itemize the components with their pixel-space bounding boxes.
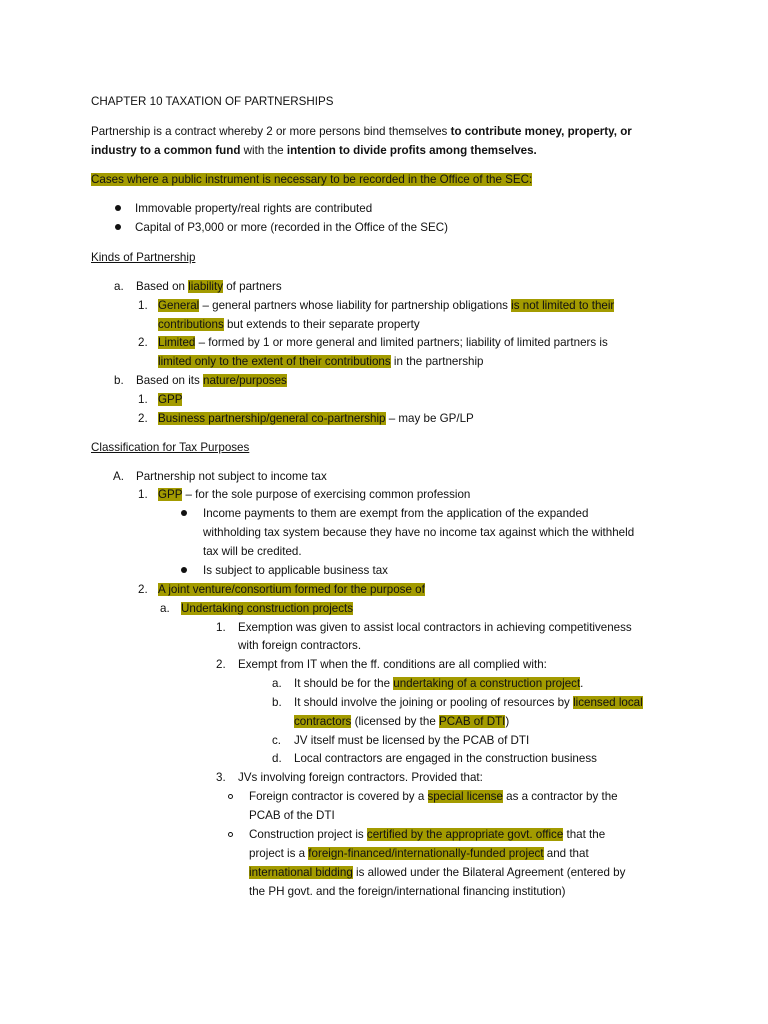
kinds-a1-cont: [158, 316, 420, 335]
condition-d: Local contractors are engaged in the construction business: [294, 752, 597, 765]
document-title: CHAPTER 10 TAXATION OF PARTNERSHIPS: [91, 95, 334, 108]
circle-bullet-icon: [228, 794, 233, 799]
list-marker: 1.: [138, 393, 148, 406]
highlight: Undertaking construction projects: [181, 602, 354, 615]
kinds-heading: Kinds of Partnership: [91, 251, 196, 264]
definition-text: with the: [240, 144, 287, 157]
list-marker: b.: [114, 374, 124, 387]
bullet-icon: [181, 567, 187, 573]
list-marker: c.: [272, 734, 282, 747]
text: – formed by 1 or more general and limited partners; liability of limited partners is: [195, 336, 608, 349]
foreign-condition-1-cont: PCAB of the DTI: [249, 809, 335, 822]
text: Construction project is: [249, 828, 367, 841]
highlight: is not limited to their: [511, 299, 615, 312]
text: Foreign contractor is covered by a: [249, 790, 428, 803]
highlight: certified by the appropriate govt. office: [366, 828, 564, 841]
classification-heading: Classification for Tax Purposes: [91, 441, 250, 454]
text: but extends to their separate property: [223, 318, 420, 331]
condition-b-cont: [294, 713, 509, 732]
circle-bullet-icon: [228, 832, 233, 837]
foreign-condition-2: [249, 826, 605, 845]
text: as a contractor by the: [502, 790, 618, 803]
class-n3: JVs involving foreign contractors. Provided that:: [238, 771, 483, 784]
case-item: Capital of P3,000 or more (recorded in the Office of the SEC): [135, 221, 448, 234]
highlight: special license: [427, 790, 503, 803]
kinds-a: [136, 278, 282, 297]
list-marker: A.: [113, 470, 124, 483]
condition-c: JV itself must be licensed by the PCAB of DTI: [294, 734, 530, 747]
class-A2: [158, 581, 425, 600]
class-n1-cont: with foreign contractors.: [238, 639, 362, 652]
kinds-b1: [158, 391, 182, 410]
bullet-icon: [115, 205, 121, 211]
bullet-icon: [181, 510, 187, 516]
class-A1-bullet-1-cont: tax will be credited.: [203, 545, 302, 558]
kinds-a1: [158, 297, 614, 316]
case-item: Immovable property/real rights are contributed: [135, 202, 373, 215]
highlight: PCAB of DTI: [439, 715, 506, 728]
foreign-condition-2-cont: [249, 864, 625, 883]
definition-line-1: [91, 123, 632, 142]
text: – may be GP/LP: [385, 412, 474, 425]
highlight: nature/purposes: [203, 374, 287, 387]
highlight: Cases where a public instrument is necessary to be recorded in the Office of the SEC:: [91, 173, 533, 186]
text: in the partnership: [390, 355, 484, 368]
text: of partners: [223, 280, 282, 293]
class-A1-bullet-2: Is subject to applicable business tax: [203, 564, 388, 577]
definition-bold: industry to a common fund: [91, 144, 241, 157]
list-marker: 3.: [216, 771, 226, 784]
text: project is a: [249, 847, 309, 860]
foreign-condition-2-cont: the PH govt. and the foreign/international financing institution): [249, 885, 566, 898]
definition-line-2: [91, 142, 537, 161]
bullet-icon: [115, 224, 121, 230]
list-marker: 1.: [216, 621, 226, 634]
highlight: foreign-financed/internationally-funded project: [308, 847, 544, 860]
cases-heading: [91, 171, 532, 190]
list-marker: 2.: [138, 583, 148, 596]
kinds-a2-cont: [158, 353, 483, 372]
list-marker: 1.: [138, 488, 148, 501]
highlight: limited only to the extent of their contributions: [158, 355, 391, 368]
list-marker: 2.: [216, 658, 226, 671]
highlight: contractors: [294, 715, 352, 728]
list-marker: a.: [114, 280, 124, 293]
class-A1-bullet-1: Income payments to them are exempt from the application of the expanded: [203, 507, 589, 520]
class-A1-bullet-1-cont: withholding tax system because they have no income tax against which the withheld: [203, 526, 635, 539]
list-marker: a.: [272, 677, 282, 690]
definition-bold: to contribute money, property, or: [450, 125, 632, 138]
text: .: [580, 677, 584, 690]
foreign-condition-1: [249, 788, 618, 807]
list-marker: a.: [160, 602, 170, 615]
text: and that: [543, 847, 589, 860]
list-marker: d.: [272, 752, 282, 765]
highlight: licensed local: [573, 696, 643, 709]
highlight: GPP: [158, 393, 183, 406]
text: ): [505, 715, 510, 728]
list-marker: 2.: [138, 336, 148, 349]
kinds-a2: [158, 334, 608, 353]
text: Based on its: [136, 374, 204, 387]
class-A2a: [181, 600, 353, 619]
text: It should be for the: [294, 677, 394, 690]
foreign-condition-2-cont: [249, 845, 589, 864]
text: that the: [563, 828, 606, 841]
highlight: GPP: [158, 488, 183, 501]
highlight: liability: [188, 280, 224, 293]
class-A: Partnership not subject to income tax: [136, 470, 327, 483]
text: is allowed under the Bilateral Agreement (entered by: [352, 866, 626, 879]
highlight: undertaking of a construction project: [393, 677, 581, 690]
highlight: Business partnership/general co-partnership: [158, 412, 386, 425]
kinds-b2: [158, 410, 474, 429]
condition-a: [294, 675, 583, 694]
highlight: contributions: [158, 318, 224, 331]
text: (licensed by the: [351, 715, 440, 728]
definition-bold: intention to divide profits among themselves.: [286, 144, 537, 157]
list-marker: 2.: [138, 412, 148, 425]
class-A1: [158, 486, 470, 505]
highlight: General: [158, 299, 200, 312]
text: – general partners whose liability for partnership obligations: [199, 299, 512, 312]
list-marker: 1.: [138, 299, 148, 312]
highlight: Limited: [158, 336, 196, 349]
kinds-b: [136, 372, 287, 391]
text: – for the sole purpose of exercising common profession: [182, 488, 471, 501]
text: It should involve the joining or pooling of resources by: [294, 696, 574, 709]
list-marker: b.: [272, 696, 282, 709]
definition-text: Partnership is a contract whereby 2 or more persons bind themselves: [91, 125, 451, 138]
class-n2: Exempt from IT when the ff. conditions are all complied with:: [238, 658, 547, 671]
highlight: international bidding: [249, 866, 353, 879]
condition-b: [294, 694, 643, 713]
class-n1: Exemption was given to assist local contractors in achieving competitiveness: [238, 621, 632, 634]
text: Based on: [136, 280, 189, 293]
highlight: A joint venture/consortium formed for the purpose of: [158, 583, 425, 596]
